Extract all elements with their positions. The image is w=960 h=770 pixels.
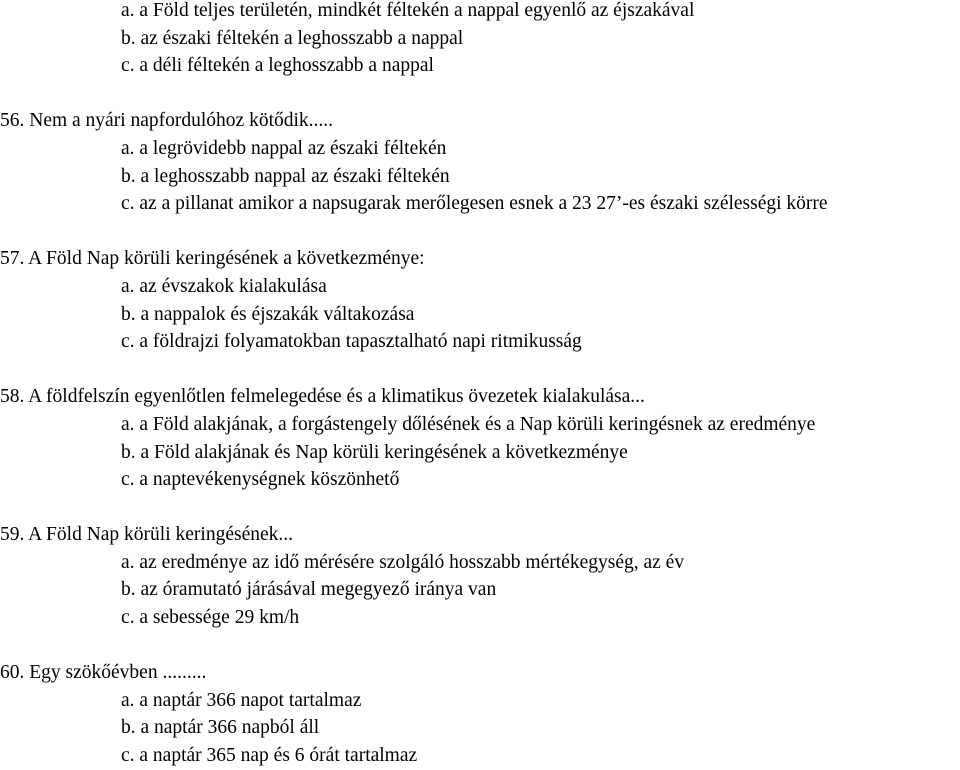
option-c: c. a sebessége 29 km/h	[121, 607, 300, 629]
option-b: b. a nappalok és éjszakák váltakozása	[121, 303, 415, 325]
option-a: a. az évszakok kialakulása	[121, 275, 327, 297]
option-c: c. a naptevékenységnek köszönhető	[121, 469, 400, 491]
option-b: b. az óramutató járásával megegyező iránya van	[121, 579, 497, 601]
option-b: b. a naptár 366 napból áll	[121, 717, 320, 739]
option-a: a. az eredménye az idő mérésére szolgáló hosszabb mértékegység, az év	[121, 551, 685, 573]
question-58	[0, 383, 960, 493]
question-56	[0, 107, 960, 217]
question-60	[0, 659, 960, 769]
option-a: a. a legrövidebb nappal az északi féltekén	[121, 137, 447, 159]
option-c: c. az a pillanat amikor a napsugarak merőlegesen esnek a 23 27’-es északi szélességi körre	[121, 193, 828, 215]
option-c: c. a földrajzi folyamatokban tapasztalható napi ritmikusság	[121, 331, 582, 353]
question-text: 58. A földfelszín egyenlőtlen felmelegedése és a klimatikus övezetek kialakulása...	[0, 386, 645, 408]
option-b: b. a leghosszabb nappal az északi féltekén	[121, 165, 450, 187]
option-a: a. a naptár 366 napot tartalmaz	[121, 689, 362, 711]
question-57	[0, 245, 960, 355]
option-c: c. a déli féltekén a leghosszabb a nappal	[121, 55, 434, 77]
question-text: 60. Egy szökőévben .........	[0, 662, 207, 684]
question-text: 56. Nem a nyári napfordulóhoz kötődik.....	[0, 110, 334, 132]
question-text: 57. A Föld Nap körüli keringésének a következménye:	[0, 248, 425, 270]
question-59	[0, 521, 960, 631]
option-a: a. a Föld teljes területén, mindkét féltekén a nappal egyenlő az éjszakával	[121, 0, 695, 21]
option-c: c. a naptár 365 nap és 6 órát tartalmaz	[121, 745, 418, 767]
option-a: a. a Föld alakjának, a forgástengely dőlésének és a Nap körüli keringésnek az eredménye	[121, 413, 816, 435]
question-text: 59. A Föld Nap körüli keringésének...	[0, 524, 294, 546]
option-b: b. az északi féltekén a leghosszabb a nappal	[121, 27, 464, 49]
option-b: b. a Föld alakjának és Nap körüli keringésének a következménye	[121, 441, 628, 463]
prev-question-options	[0, 0, 960, 80]
